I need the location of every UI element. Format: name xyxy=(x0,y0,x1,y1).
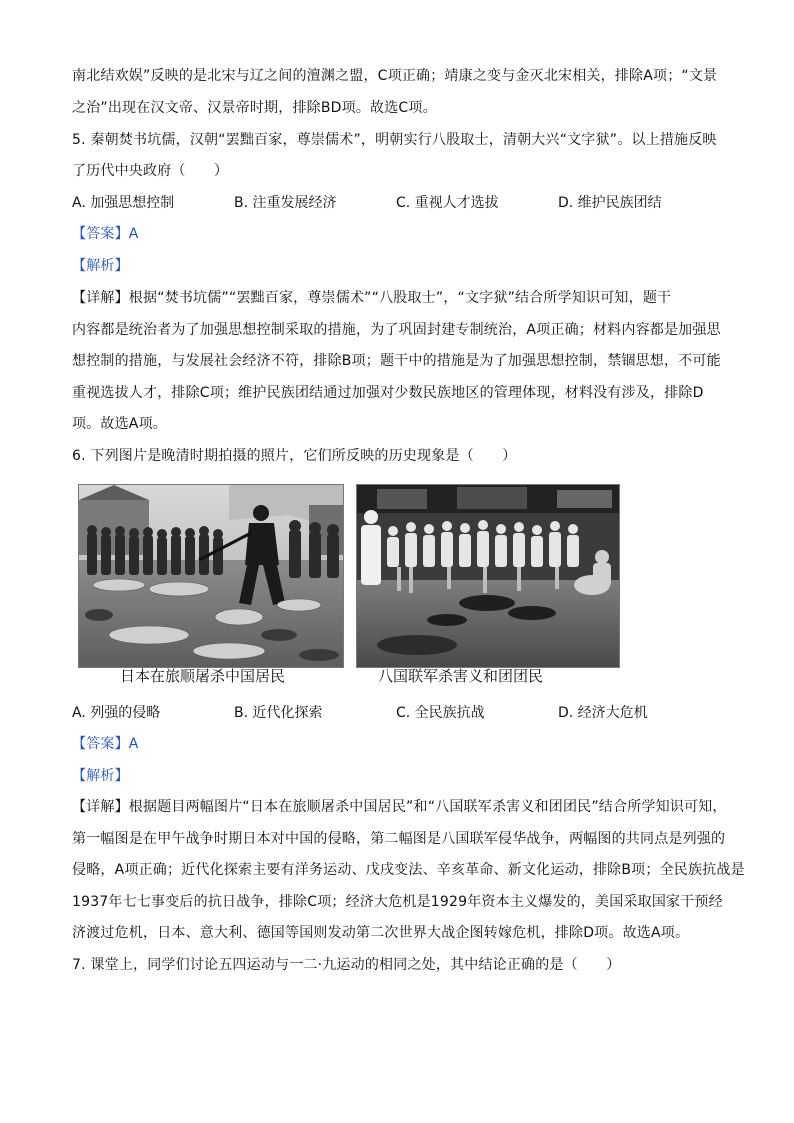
q4-explanation-line-1: 南北结欢娱”反映的是北宋与辽之间的澶渊之盟，C项正确；靖康之变与金灭北宋相关，排除A项；“文景 xyxy=(72,68,718,84)
caption-left: 日本在旅顺屠杀中国居民 xyxy=(120,667,286,685)
q5-detail-line-3: 想控制的措施，与发展社会经济不符，排除B项；题干中的措施是为了加强思想控制，禁锢思想，不可能 xyxy=(72,353,721,369)
q5-detail-line-5: 项。故选A项。 xyxy=(72,416,167,432)
q6-detail-line-5: 济渡过危机，日本、意大利、德国等国则发动第二次世界大战企图转嫁危机，排除D项。故选A项。 xyxy=(72,925,690,941)
q5-answer: 【答案】A xyxy=(72,226,139,242)
q5-option-c: C. 重视人才选拔 xyxy=(396,195,499,211)
q6-detail-line-1: 【详解】根据题目两幅图片“日本在旅顺屠杀中国居民”和“八国联军杀害义和团团民”结合所学知识可知， xyxy=(72,799,727,815)
q6-stem: 6. 下列图片是晚清时期拍摄的照片，它们所反映的历史现象是（ ） xyxy=(72,448,517,464)
q6-detail-line-2: 第一幅图是在甲午战争时期日本对中国的侵略，第二幅图是八国联军侵华战争，两幅图的共同点是列强的 xyxy=(72,831,726,847)
q5-detail-line-2: 内容都是统治者为了加强思想控制采取的措施，为了巩固封建专制统治，A项正确；材料内容都是加强思 xyxy=(72,322,721,338)
q6-detail-line-3: 侵略，A项正确；近代化探索主要有洋务运动、戊戌变法、辛亥革命、新文化运动，排除B项；全民族抗战是 xyxy=(72,862,745,878)
q6-option-c: C. 全民族抗战 xyxy=(396,705,485,721)
photo-lushun xyxy=(78,484,344,668)
q5-analysis-label: 【解析】 xyxy=(72,258,129,274)
photo-lushun-image xyxy=(79,485,343,667)
q6-detail-line-4: 1937年七七事变后的抗日战争，排除C项；经济大危机是1929年资本主义爆发的，美国采取国家干预经 xyxy=(72,894,723,910)
q5-option-a: A. 加强思想控制 xyxy=(72,195,175,211)
q6-option-b: B. 近代化探索 xyxy=(234,705,323,721)
photo-boxer-image xyxy=(357,485,619,667)
q5-detail-line-4: 重视选拔人才，排除C项；维护民族团结通过加强对少数民族地区的管理体现，材料没有涉及，排除D xyxy=(72,385,704,401)
q5-option-b: B. 注重发展经济 xyxy=(234,195,337,211)
caption-right: 八国联军杀害义和团团民 xyxy=(378,667,544,685)
q6-analysis-label: 【解析】 xyxy=(72,768,129,784)
q6-option-a: A. 列强的侵略 xyxy=(72,705,161,721)
q5-detail-line-1: 【详解】根据“焚书坑儒”“罢黜百家，尊崇儒术”“八股取士”，“文字狱”结合所学知识可知，题干 xyxy=(72,290,672,306)
q4-explanation-line-2: 之治”出现在汉文帝、汉景帝时期，排除BD项。故选C项。 xyxy=(72,100,437,116)
q5-stem-line-2: 了历代中央政府（ ） xyxy=(72,163,229,179)
photo-boxer xyxy=(356,484,620,668)
q6-option-d: D. 经济大危机 xyxy=(558,705,648,721)
q5-stem-line-1: 5. 秦朝焚书坑儒，汉朝“罢黜百家，尊崇儒术”，明朝实行八股取士，清朝大兴“文字狱”。以上措施反映 xyxy=(72,132,717,148)
q6-answer: 【答案】A xyxy=(72,736,139,752)
q5-option-d: D. 维护民族团结 xyxy=(558,195,662,211)
q7-stem: 7. 课堂上，同学们讨论五四运动与一二·九运动的相同之处，其中结论正确的是（ ） xyxy=(72,957,621,973)
